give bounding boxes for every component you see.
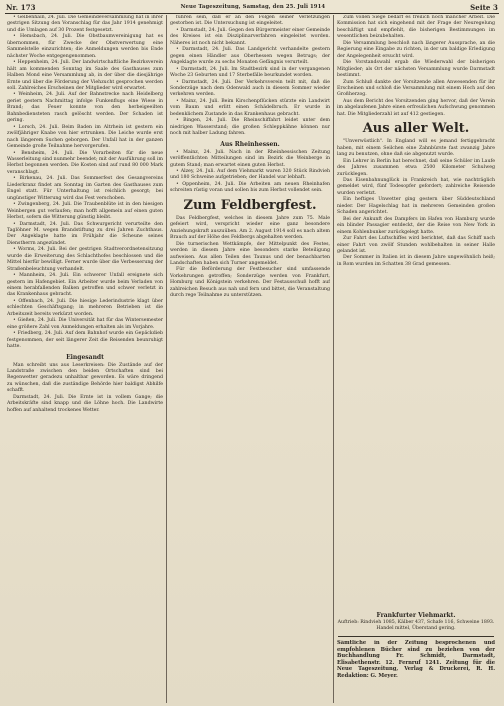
- publisher-notice: Sämtliche in der Zeitung besprochenen und empfohlenen Bücher sind zu beziehen von der Buchhandlung Fr. Schmidt, Darmstadt, Elisabethenstr. 12. Fernruf 1241. Zeitung für die Neue Tageszeitung, Verlag & Druckerei, R. H. Redaktion: G. Meyer.: [337, 640, 495, 679]
- news-paragraph: • Worms, 24. Juli. Bei der gestrigen Stadtverordnetensitzung wurde die Erweiterung des Schlachthofes beschlossen und die Mittel hierfür bewilligt. Ferner wurde über die Verbesserung der Straßenbeleuchtung verhandelt.: [7, 247, 163, 272]
- page-header: [6, 2, 498, 12]
- news-paragraph: • Hemsbach, 24. Juli. Die Obstbaumvereinigung hat es übernommen, für Zwecke der Obstverwertung eine Sammelstelle einzurichten; die Anmeldungen werden bis Ende nächster Woche entgegengenommen.: [7, 34, 163, 59]
- column-3: [337, 15, 495, 609]
- news-paragraph: Zum Schluß dankte der Vorsitzende allen Anwesenden für ihr Erscheinen und schloß die Versammlung mit einem Hoch auf den Großherzog.: [337, 79, 495, 98]
- news-paragraph: • Darmstadt, 24. Juli. Das Schwurgericht verurteilte den Taglöhner M. wegen Brandstiftung zu drei Jahren Zuchthaus. Der Angeklagte hatte im Frühjahr die Scheune seines Dienstherrn angezündet.: [7, 221, 163, 246]
- news-paragraph: • Darmstadt, 24. Juli. Im Stadtbezirk sind in der vergangenen Woche 23 Geburten und 17 Sterbefälle beurkundet worden.: [170, 66, 330, 79]
- news-paragraph: • Gelbenhain, 24. Juli. Die Gemeindeversammlung hat in ihrer gestrigen Sitzung den Voranschlag für das Jahr 1914 genehmigt und die Umlagen auf 30 Prozent festgesetzt.: [7, 15, 163, 33]
- news-paragraph: • Lorsch, 24. Juli. Beim Baden im Altrhein ist gestern ein zwölfjähriger Knabe von hier ertrunken. Die Leiche wurde erst nach längerem Suchen geborgen. Der Unfall hat in der ganzen Gemeinde große Teilnahme hervorgerufen.: [7, 124, 163, 150]
- news-paragraph: Ein Lehrer in Berlin hat berechnet, daß seine Schüler im Laufe des Jahres zusammen etwa 2500 Kilometer Schulweg zurücklegen.: [337, 158, 495, 177]
- news-paragraph: Zum vollen Siege bedarf es freilich noch mancher Arbeit. Die Kommission hat sich eingehend mit der Frage der Neuregelung beschäftigt und empfiehlt, die bisherigen Bestimmungen im wesentlichen beizubehalten.: [337, 15, 495, 40]
- news-paragraph: • Zwingenberg, 24. Juli. Die Traubenblüte ist in den hiesigen Weinbergen gut verlaufen; man hofft allgemein auf einen guten Herbst, sofern die Witterung günstig bleibt.: [7, 202, 163, 221]
- page-number: Seite 3: [470, 2, 498, 12]
- news-paragraph: • Birkenau, 24. Juli. Das Sommerfest des Gesangvereins Liederkranz findet am Sonntag im Garten des Gasthauses zum Engel statt. Für Unterhaltung ist reichlich gesorgt; bei ungünstiger Witterung wird das Fest verschoben.: [7, 176, 163, 201]
- masthead-line: Neue Tageszeitung, Samstag, den 25. Juli 1914: [180, 4, 326, 10]
- news-paragraph: Zur Fahrt des Luftschiffes wird berichtet, daß das Schiff nach einer Fahrt von zwölf Stunden wohlbehalten in seiner Halle gelandet ist.: [337, 236, 495, 254]
- feature-headline: Zum Feldbergfest.: [183, 197, 317, 213]
- news-paragraph: • Oppenheim, 24. Juli. Die Arbeiten am neuen Rheinhafen schreiten rüstig voran und sollen bis zum Herbst vollendet sein.: [170, 181, 330, 194]
- section-heading-rheinhessen: Aus Rheinhessen.: [220, 140, 280, 148]
- news-paragraph: Aus dem Bericht des Vorsitzenden ging hervor, daß der Verein im abgelaufenen Jahre einen erfreulichen Aufschwung genommen hat. Die Mitgliederzahl ist auf 412 gestiegen.: [337, 98, 495, 117]
- news-paragraph: Der Sommer in Italien ist in diesem Jahre ungewöhnlich heiß; in Rom wurden im Schatten 38 Grad gemessen.: [337, 255, 495, 267]
- feature-article: [170, 216, 330, 300]
- news-paragraph: • Friedberg, 24. Juli. Auf dem Bahnhof wurde ein Gepäckdieb festgenommen, der seit längerer Zeit die Reisenden beunruhigt hatte.: [7, 331, 163, 350]
- column-divider: [166, 15, 167, 703]
- notice-rule: [338, 636, 494, 637]
- news-paragraph: • Mainz, 24. Juli. Beim Kirschenpflücken stürzte ein Landwirt vom Baum und erlitt einen Schädelbruch. Er wurde in bedenklichem Zustande in das Krankenhaus gebracht.: [170, 98, 330, 117]
- header-rule: [5, 13, 499, 14]
- section-heading-eingesandt: Eingesandt: [66, 353, 104, 361]
- news-paragraph: • Mainz, 24. Juli. Nach in der Rheinhessischen Zeitung veröffentlichten Mitteilungen sind im Bezirk die Weinberge in gutem Stand; man erwartet einen guten Herbst.: [170, 149, 330, 168]
- news-paragraph: • Gießen, 24. Juli. Die Universität hat für das Wintersemester eine größere Zahl von Anmeldungen erhalten als im Vorjahre.: [7, 318, 163, 330]
- column-1-news: [7, 15, 163, 351]
- column-3-news: [337, 15, 495, 118]
- column-1-section: [7, 363, 163, 415]
- column-2-news: [170, 15, 330, 138]
- market-report-title: Frankfurter Viehmarkt.: [376, 612, 456, 619]
- news-paragraph: • Heppenheim, 24. Juli. Der landwirtschaftliche Bezirksverein hält am kommenden Sonntag im Saale des Gasthauses zum Halben Mond eine Versammlung ab, in der über die diesjährige Ernte und über die Förderung der Viehzucht gesprochen werden soll. Zahlreiches Erscheinen der Mitglieder wird erwartet.: [7, 60, 163, 91]
- news-paragraph: führen sein, daß er an den Folgen seiner Verletzungen gestorben ist. Die Untersuchung ist eingeleitet.: [170, 15, 330, 27]
- news-paragraph: Die Versammlung beschloß nach längerer Aussprache, an die Regierung eine Eingabe zu richten, in der um baldige Erledigung der Angelegenheit ersucht wird.: [337, 40, 495, 59]
- news-paragraph: • Darmstadt, 24. Juli. Der Verkehrsverein teilt mit, daß die Sonderzüge nach dem Odenwald auch in diesem Sommer wieder verkehren werden.: [170, 79, 330, 98]
- column-2: [170, 15, 330, 703]
- news-paragraph: Man schreibt uns aus Leserkreisen: Die Zustände auf der Landstraße zwischen den beiden Ortschaften sind bei Regenwetter geradezu unhaltbar geworden. Es wäre dringend zu wünschen, daß die zuständige Behörde hier baldigst Abhilfe schafft.: [7, 362, 163, 394]
- column-3-section: [337, 139, 495, 268]
- column-2-section: [170, 150, 330, 195]
- news-paragraph: • Darmstadt, 24. Juli. Gegen den Bürgermeister einer Gemeinde des Kreises ist ein Disziplinarverfahren eingeleitet worden. Näheres ist noch nicht bekannt.: [170, 27, 330, 46]
- news-paragraph: • Bensheim, 24. Juli. Die Vorarbeiten für die neue Wasserleitung sind nunmehr beendet; mit der Ausführung soll im Herbst begonnen werden. Die Kosten sind auf rund 80 000 Mark veranschlagt.: [7, 150, 163, 175]
- feature-paragraph: Das Feldbergfest, welches in diesem Jahre zum 75. Male gefeiert wird, verspricht wieder eine ganz besondere Anziehungskraft auszuüben. Am 2. August 1914 soll es nach altem Brauch auf der Höhe des Feldbergs abgehalten werden.: [170, 215, 330, 241]
- market-report-text: Auftrieb: Rindvieh 1085, Kälber 437, Schafe 116, Schweine 1893. Handel mittel, Überstand gering.: [337, 620, 495, 632]
- news-paragraph: Die Vorstandswahl ergab die Wiederwahl der bisherigen Mitglieder; als Ort der nächsten Versammlung wurde Darmstadt bestimmt.: [337, 60, 495, 79]
- feature-paragraph: Die turnerischen Wettkämpfe, der Mittelpunkt des Festes, werden in diesem Jahre eine besonders starke Beteiligung aufweisen. Aus allen Teilen des Taunus und der benachbarten Landschaften haben sich Turner angemeldet.: [170, 241, 330, 266]
- issue-number: Nr. 173: [6, 2, 36, 12]
- news-paragraph: Bei der Ankunft des Dampfers im Hafen von Hamburg wurde ein blinder Passagier entdeckt, der die Reise von New York in einem Kohlenbunker zurückgelegt hatte.: [337, 216, 495, 235]
- news-paragraph: Das Eisenbahnunglück in Frankreich hat, wie nachträglich gemeldet wird, fünf Todesopfer gefordert; zahlreiche Reisende wurden verletzt.: [337, 177, 495, 196]
- news-paragraph: • Alzey, 24. Juli. Auf dem Viehmarkt waren 320 Stück Rindvieh und 180 Schweine aufgetrieben; der Handel war lebhaft.: [170, 168, 330, 181]
- news-paragraph: Ein heftiges Unwetter ging gestern über Süddeutschland nieder. Der Hagelschlag hat in mehreren Gemeinden großen Schaden angerichtet.: [337, 197, 495, 216]
- column-1: [7, 15, 163, 703]
- news-paragraph: Darmstadt, 24. Juli. Die Ernte ist in vollem Gange; die Arbeitskräfte sind knapp und die Löhne hoch. Die Landwirte hoffen auf anhaltend trockenes Wetter.: [7, 394, 163, 413]
- section-headline-aus-aller-welt: Aus aller Welt.: [362, 121, 470, 137]
- news-paragraph: • Offenbach, 24. Juli. Die hiesige Lederindustrie klagt über schlechten Geschäftsgang; in mehreren Betrieben ist die Arbeitszeit bereits verkürzt worden.: [7, 298, 163, 317]
- news-paragraph: • Weinheim, 24. Juli. Auf der Bahnstrecke nach Heidelberg geriet gestern Nachmittag infolge Funkenflugs eine Wiese in Brand; das Feuer konnte von den herbeigeeilten Bahnbediensteten rasch gelöscht werden. Der Schaden ist gering.: [7, 92, 163, 124]
- feature-paragraph: Für die Beförderung der Festbesucher sind umfassende Vorkehrungen getroffen; Sonderzüge werden von Frankfurt, Homburg und Königstein verkehren. Der Festausschuß hofft auf zahlreichen Besuch aus nah und fern und bittet, die Veranstaltung durch rege Teilnahme zu unterstützen.: [170, 267, 330, 299]
- news-paragraph: "Unverwüstlich". In England will es jemand fertiggebracht haben, mit einem Seilchen eine Zahnbürste fast zwanzig Jahre lang zu benutzen, ohne daß sie abgenutzt wurde.: [337, 139, 495, 158]
- news-paragraph: • Darmstadt, 24. Juli. Das Landgericht verhandelte gestern gegen einen Händler aus Oberhessen wegen Betrugs; der Angeklagte wurde zu sechs Monaten Gefängnis verurteilt.: [170, 47, 330, 66]
- news-paragraph: • Bingen, 24. Juli. Die Rheinschiffahrt leidet unter dem niedrigen Wasserstand; die großen Schleppkähne können nur noch mit halber Ladung fahren.: [170, 118, 330, 137]
- column-divider: [333, 15, 334, 703]
- news-paragraph: • Mannheim, 24. Juli. Ein schwerer Unfall ereignete sich gestern im Hafengebiet. Ein Arbeiter wurde beim Verladen von einem herabfallenden Balken getroffen und schwer verletzt in das Krankenhaus gebracht.: [7, 273, 163, 298]
